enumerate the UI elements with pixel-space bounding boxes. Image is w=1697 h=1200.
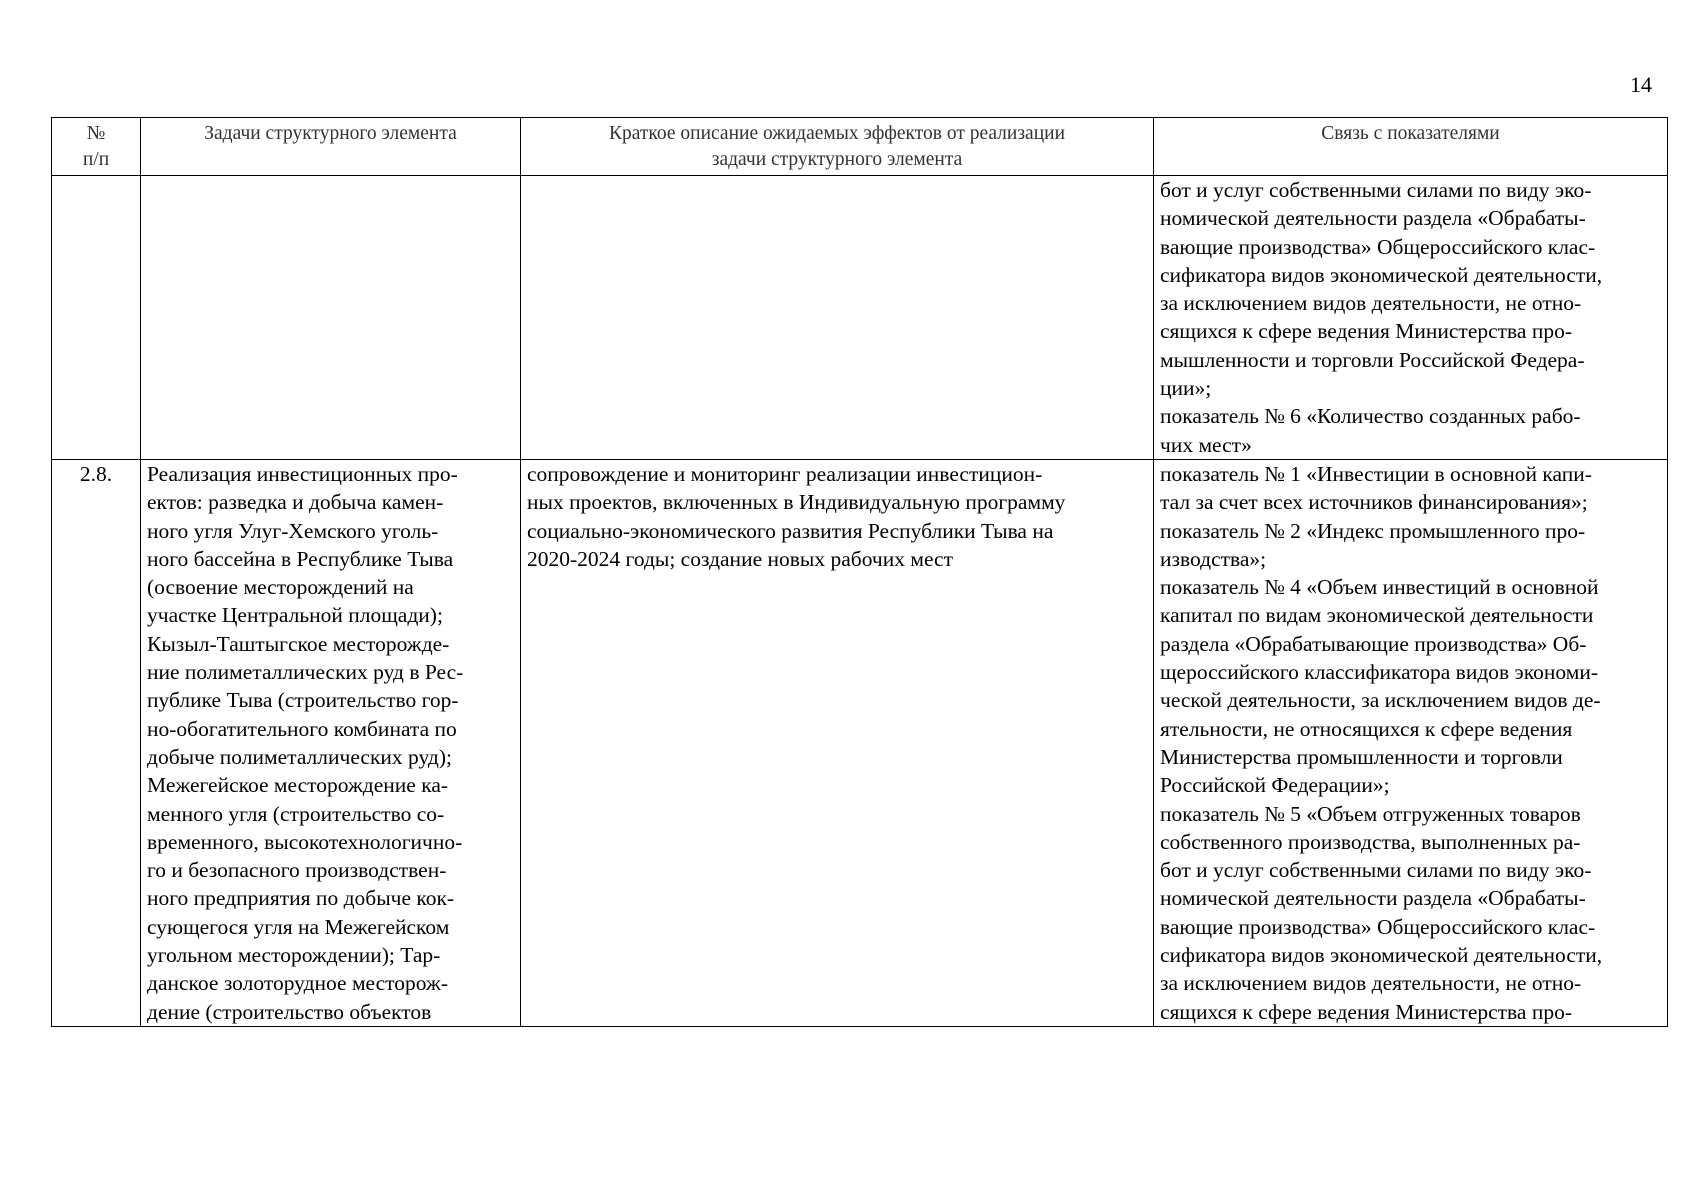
- text-line: социально-экономического развития Республики Тыва на: [527, 518, 1054, 543]
- text-line: менного угля (строительство со-: [147, 801, 445, 826]
- text-line: добыче полиметаллических руд);: [147, 744, 452, 769]
- header-line: п/п: [82, 149, 110, 170]
- text-line: сующегося угля на Межегейском: [147, 914, 450, 939]
- text-line: бот и услуг собственными силами по виду эко-: [1160, 178, 1592, 202]
- text-line: Межегейское месторождение ка-: [147, 773, 449, 798]
- text-line: показатель № 6 «Количество созданных рабо-: [1160, 404, 1581, 429]
- text-line: раздела «Обрабатывающие производства» Об-: [1160, 631, 1587, 656]
- text-line: за исключением видов деятельности, не отно-: [1160, 971, 1582, 996]
- text-line: ние полиметаллических руд в Рес-: [147, 660, 464, 685]
- effects-cell: [521, 459, 1154, 1026]
- text-line: ного предприятия по добыче кок-: [147, 886, 455, 911]
- text-line: номической деятельности раздела «Обрабаты-: [1160, 886, 1586, 911]
- text-line: участке Центральной площади);: [147, 603, 443, 628]
- text-line: сящихся к сфере ведения Министерства про-: [1160, 999, 1572, 1024]
- text-line: ятельности, не относящихся к сфере ведения: [1160, 716, 1573, 741]
- document-table: [51, 117, 1668, 1027]
- header-line: задачи структурного элемента: [711, 149, 963, 170]
- text-line: сификатора видов экономической деятельности,: [1160, 943, 1603, 968]
- header-indicators: [1154, 118, 1668, 176]
- text-line: капитал по видам экономической деятельности: [1160, 603, 1594, 628]
- text-line: мышленности и торговли Российской Федера-: [1160, 347, 1585, 372]
- text-line: показатель № 4 «Объем инвестиций в основной: [1160, 575, 1599, 600]
- text-line: данское золоторудное месторож-: [147, 971, 449, 996]
- header-line: Задачи структурного элемента: [204, 123, 457, 144]
- table-header-row: [52, 118, 1668, 176]
- text-line: ных проектов, включенных в Индивидуальную программу: [527, 490, 1066, 515]
- text-line: показатель № 2 «Индекс промышленного про-: [1160, 518, 1586, 543]
- text-line: ции»;: [1160, 376, 1212, 401]
- text-line: показатель № 1 «Инвестиции в основной капи-: [1160, 461, 1592, 486]
- text-line: чих мест»: [1160, 432, 1252, 457]
- header-line: Связь с показателями: [1321, 123, 1500, 144]
- header-line: №: [86, 123, 106, 144]
- text-line: Кызыл-Таштыгское месторожде-: [147, 631, 450, 656]
- header-line: Краткое описание ожидаемых эффектов от реализации: [608, 123, 1066, 144]
- indicators-cell: [1154, 176, 1668, 460]
- text-line: ного угля Улуг-Хемского уголь-: [147, 518, 439, 543]
- tasks-cell: [141, 459, 521, 1026]
- text-line: угольном месторождении); Тар-: [147, 943, 441, 968]
- text-line: Реализация инвестиционных про-: [147, 461, 458, 486]
- effects-cell: [521, 176, 1154, 460]
- tasks-cell: [141, 176, 521, 460]
- table-row: [52, 459, 1668, 1026]
- page-number: 14: [1630, 72, 1652, 97]
- text-line: Российской Федерации»;: [1160, 773, 1390, 798]
- text-line: бот и услуг собственными силами по виду эко-: [1160, 858, 1592, 883]
- text-line: публике Тыва (строительство гор-: [147, 688, 459, 713]
- text-line: сификатора видов экономической деятельности,: [1160, 262, 1603, 287]
- text-line: показатель № 5 «Объем отгруженных товаров: [1160, 801, 1581, 826]
- text-line: вающие производства» Общероссийского клас-: [1160, 234, 1596, 259]
- header-number: [52, 118, 141, 176]
- row-number: [52, 176, 141, 460]
- text-line: номической деятельности раздела «Обрабаты-: [1160, 206, 1586, 231]
- text-line: но-обогатительного комбината по: [147, 716, 457, 741]
- text-line: ческой деятельности, за исключением видов де-: [1160, 688, 1601, 713]
- text-line: ного бассейна в Республике Тыва: [147, 546, 454, 571]
- header-tasks: [141, 118, 521, 176]
- text-line: (освоение месторождений на: [147, 575, 414, 600]
- text-line: ектов: разведка и добыча камен-: [147, 490, 444, 515]
- text-line: изводства»;: [1160, 546, 1267, 571]
- header-effects: [521, 118, 1154, 176]
- text-line: дение (строительство объектов: [147, 999, 432, 1024]
- text-line: сопровождение и мониторинг реализации инвестицион-: [527, 461, 1043, 486]
- text-line: Министерства промышленности и торговли: [1160, 744, 1563, 769]
- indicators-cell: [1154, 459, 1668, 1026]
- table-row: [52, 176, 1668, 460]
- text-line: 2020-2024 годы; создание новых рабочих мест: [527, 546, 953, 571]
- text-line: вающие производства» Общероссийского клас-: [1160, 914, 1596, 939]
- text-line: го и безопасного производствен-: [147, 858, 447, 883]
- text-line: собственного производства, выполненных ра-: [1160, 829, 1581, 854]
- text-line: тал за счет всех источников финансирования»;: [1160, 490, 1588, 515]
- text-line: временного, высокотехнологично-: [147, 829, 463, 854]
- text-line: за исключением видов деятельности, не отно-: [1160, 291, 1582, 316]
- text-line: сящихся к сфере ведения Министерства про-: [1160, 319, 1572, 344]
- text-line: щероссийского классификатора видов экономи-: [1160, 660, 1598, 685]
- row-number: 2.8.: [52, 459, 141, 1026]
